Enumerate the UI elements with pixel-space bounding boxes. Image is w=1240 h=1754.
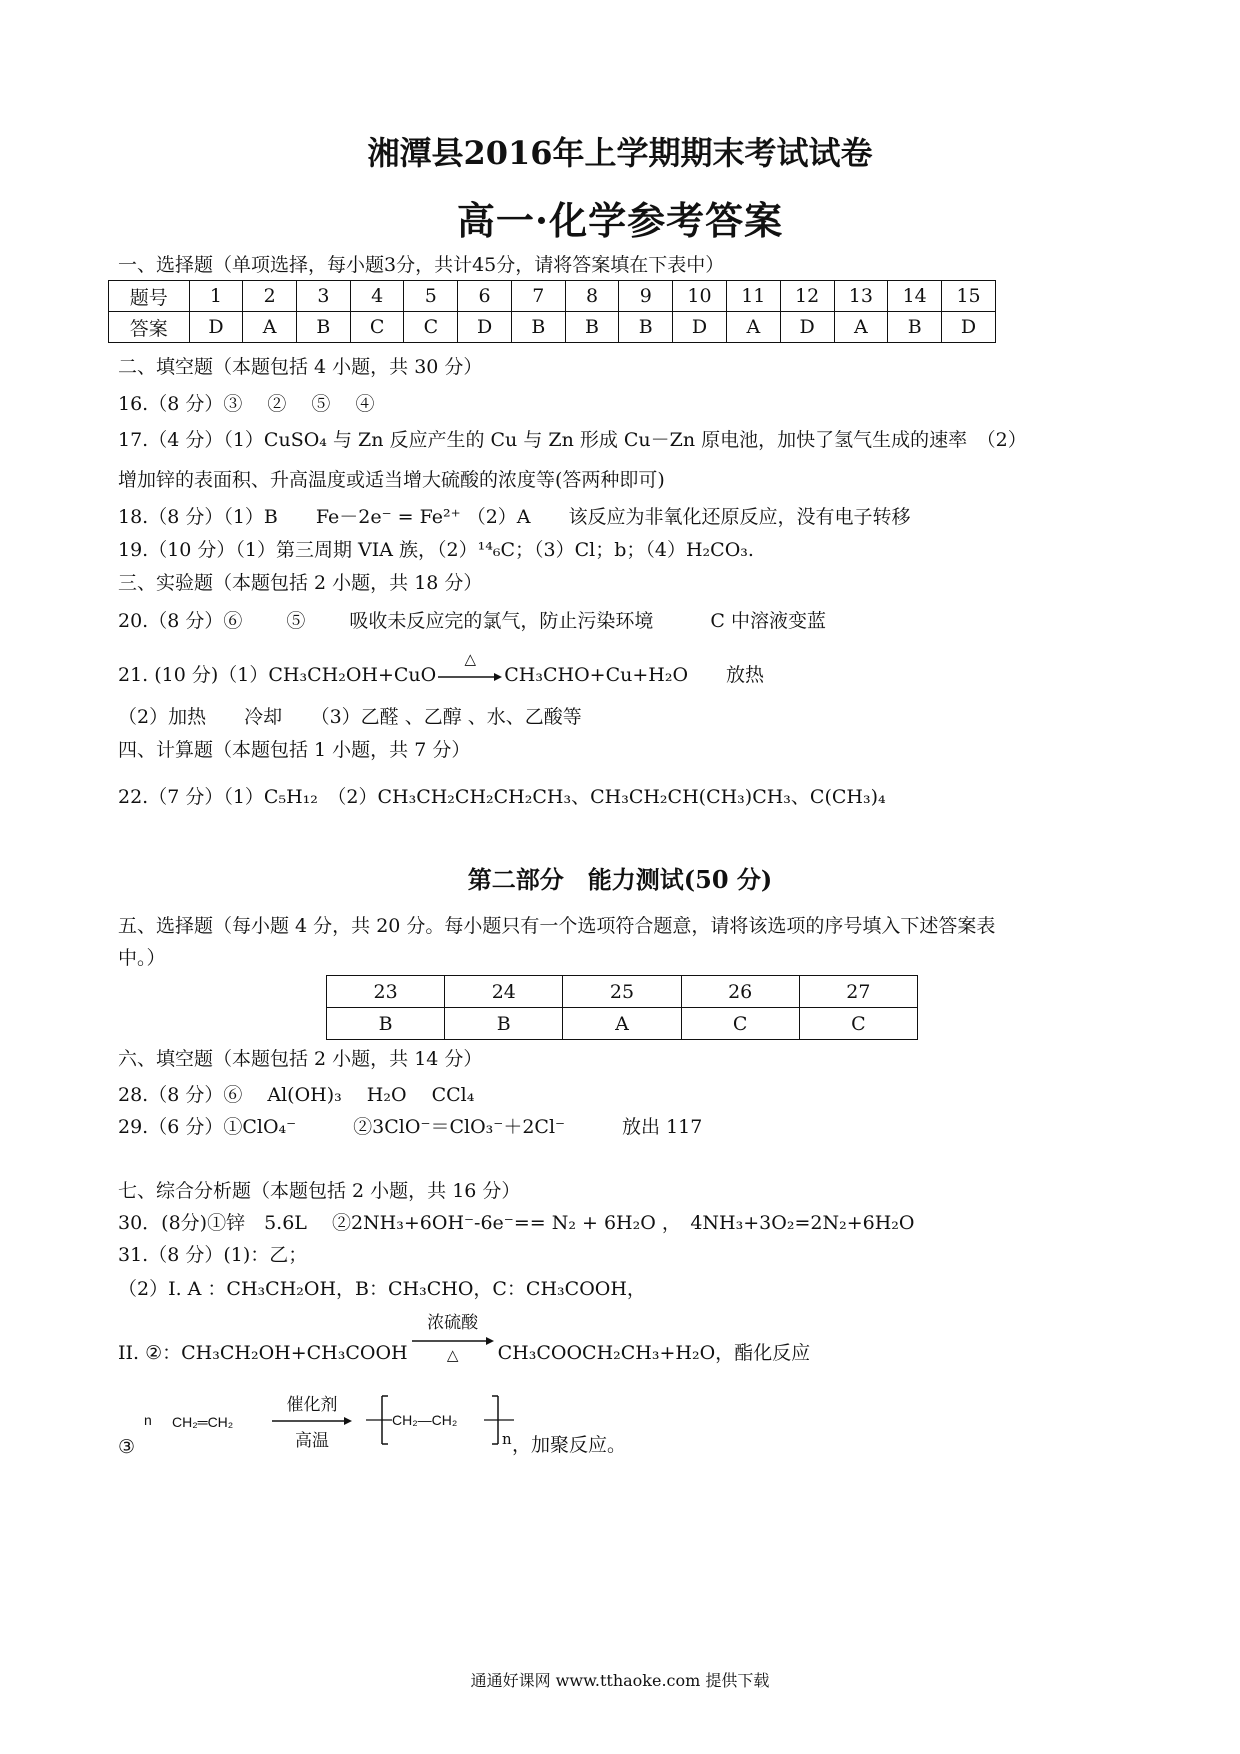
answer-cell: B	[565, 312, 619, 343]
part2-heading: 第二部分 能力测试(50 分)	[467, 865, 773, 894]
q21-reactants: 21. (10 分)（1）CH₃CH₂OH+CuO	[118, 664, 437, 686]
answer-table-1	[108, 280, 996, 343]
answer-cell: A	[243, 312, 297, 343]
question-cell: 1	[189, 281, 243, 312]
q31-ii-reactants: II. ②：CH₃CH₂OH+CH₃COOH	[118, 1342, 408, 1364]
q31-iii-reaction-type: ，加聚反应。	[512, 1434, 627, 1456]
question-cell: 12	[780, 281, 834, 312]
answer-cell: A	[834, 312, 888, 343]
q31-iii-coefficient: n	[144, 1412, 152, 1428]
section4-heading: 四、计算题（本题包括 1 小题，共 7 分）	[118, 739, 471, 761]
answer-q19: 19.（10 分）（1）第三周期 VIA 族，（2）¹⁴₆C；（3）Cl；b；（4）H₂CO₃.	[118, 539, 754, 561]
answer-q31-line2: （2）I. A ：CH₃CH₂OH，B：CH₃CHO，C：CH₃COOH，	[118, 1278, 646, 1300]
arrow-icon	[412, 1336, 494, 1346]
answer-cell: A	[726, 312, 780, 343]
high-temp-label: 高温	[295, 1431, 329, 1450]
answer-cell: B	[297, 312, 351, 343]
title-line1: 湘潭县2016年上学期期末考试试卷	[367, 134, 873, 172]
polymer-subscript: n	[502, 1430, 512, 1448]
section5-heading-line2: 中。）	[118, 947, 166, 969]
answer-q31-ii	[118, 1313, 811, 1365]
answer-row	[327, 1008, 918, 1040]
answer-cell: C	[404, 312, 458, 343]
answer-q29: 29.（6 分）①ClO₄⁻ ②3ClO⁻＝ClO₃⁻＋2Cl⁻ 放出 117	[118, 1116, 703, 1138]
question-cell: 4	[350, 281, 404, 312]
question-cell: 11	[726, 281, 780, 312]
answer-cell: D	[673, 312, 727, 343]
question-cell: 26	[681, 976, 799, 1008]
question-cell: 15	[942, 281, 996, 312]
polyethylene-unit: CH₂—CH₂	[392, 1412, 458, 1428]
answer-q30: 30．(8分)①锌 5.6L ②2NH₃+6OH⁻-6e⁻== N₂ + 6H₂O ， 4NH₃+3O₂=2N₂+6H₂O	[118, 1212, 915, 1234]
row-label-answer: 答案	[109, 312, 190, 343]
question-cell: 8	[565, 281, 619, 312]
reaction-arrow	[438, 650, 502, 686]
answer-cell: B	[888, 312, 942, 343]
answer-cell: B	[327, 1008, 445, 1040]
question-cell: 7	[511, 281, 565, 312]
section2-heading: 二、填空题（本题包括 4 小题，共 30 分）	[118, 356, 483, 378]
answer-cell: B	[511, 312, 565, 343]
arrow-icon	[272, 1416, 352, 1426]
question-cell: 25	[563, 976, 681, 1008]
question-cell: 2	[243, 281, 297, 312]
answer-q31-iii	[118, 1395, 818, 1460]
answer-q17-line1: 17.（4 分）（1）CuSO₄ 与 Zn 反应产生的 Cu 与 Zn 形成 Cu－Zn 原电池，加快了氢气生成的速率 （2）	[118, 429, 1027, 451]
section6-heading: 六、填空题（本题包括 2 小题，共 14 分）	[118, 1048, 483, 1070]
question-row	[327, 976, 918, 1008]
answer-q28: 28.（8 分）⑥ Al(OH)₃ H₂O CCl₄	[118, 1084, 475, 1106]
q31-iii-number: ③	[118, 1436, 136, 1458]
answer-cell: D	[189, 312, 243, 343]
question-cell: 9	[619, 281, 673, 312]
q21-products: CH₃CHO+Cu+H₂O 放热	[504, 664, 765, 686]
question-cell: 27	[799, 976, 917, 1008]
question-cell: 13	[834, 281, 888, 312]
question-cell: 23	[327, 976, 445, 1008]
answer-cell: C	[681, 1008, 799, 1040]
q31-ii-products: CH₃COOCH₂CH₃+H₂O，酯化反应	[497, 1342, 811, 1364]
title-line2: 高一·化学参考答案	[456, 198, 784, 243]
question-cell: 24	[445, 976, 563, 1008]
answer-cell: B	[619, 312, 673, 343]
question-cell: 10	[673, 281, 727, 312]
question-row	[109, 281, 996, 312]
answer-q22: 22.（7 分）（1）C₅H₁₂ （2）CH₃CH₂CH₂CH₂CH₃、CH₃CH₂CH(CH₃)CH₃、C(CH₃)₄	[118, 786, 886, 808]
section1-heading: 一、选择题（单项选择，每小题3分，共计45分，请将答案填在下表中）	[118, 254, 725, 276]
answer-cell: B	[445, 1008, 563, 1040]
question-cell: 14	[888, 281, 942, 312]
catalyst-condition: 浓硫酸	[427, 1313, 479, 1332]
section7-heading: 七、综合分析题（本题包括 2 小题，共 16 分）	[118, 1180, 521, 1202]
footer-source: 通通好课网 www.tthaoke.com 提供下载	[470, 1671, 770, 1690]
answer-cell: D	[780, 312, 834, 343]
section3-heading: 三、实验题（本题包括 2 小题，共 18 分）	[118, 572, 483, 594]
answer-q17-line2: 增加锌的表面积、升高温度或适当增大硫酸的浓度等(答两种即可)	[118, 469, 665, 491]
answer-q21-line2: （2）加热 冷却 （3）乙醛 、乙醇 、水、乙酸等	[118, 706, 582, 728]
heat-condition: △	[464, 650, 477, 668]
answer-q16: 16.（8 分）③ ② ⑤ ④	[118, 393, 375, 415]
question-cell: 5	[404, 281, 458, 312]
question-cell: 3	[297, 281, 351, 312]
heat-condition: △	[446, 1346, 459, 1364]
answer-q20: 20.（8 分）⑥ ⑤ 吸收未反应完的氯气，防止污染环境 C 中溶液变蓝	[118, 610, 827, 632]
section5-heading-line1: 五、选择题（每小题 4 分，共 20 分。每小题只有一个选项符合题意，请将该选项的序号填入下述答案表	[118, 915, 996, 937]
answer-row	[109, 312, 996, 343]
answer-q21-line1	[118, 650, 765, 687]
answer-q18: 18.（8 分）（1）B Fe－2e⁻ = Fe²⁺ （2）A 该反应为非氧化还原反应，没有电子转移	[118, 506, 911, 528]
answer-table-2	[326, 975, 918, 1040]
esterification-arrow	[412, 1313, 494, 1364]
arrow-icon	[438, 672, 502, 682]
ethylene-formula: CH₂═CH₂	[172, 1414, 234, 1430]
answer-cell: C	[350, 312, 404, 343]
row-label-question: 题号	[109, 281, 190, 312]
question-cell: 6	[458, 281, 512, 312]
catalyst-label: 催化剂	[286, 1395, 338, 1414]
answer-cell: A	[563, 1008, 681, 1040]
answer-cell: C	[799, 1008, 917, 1040]
answer-cell: D	[458, 312, 512, 343]
answer-q31-line1: 31.（8 分）(1)：乙；	[118, 1244, 308, 1266]
answer-cell: D	[942, 312, 996, 343]
